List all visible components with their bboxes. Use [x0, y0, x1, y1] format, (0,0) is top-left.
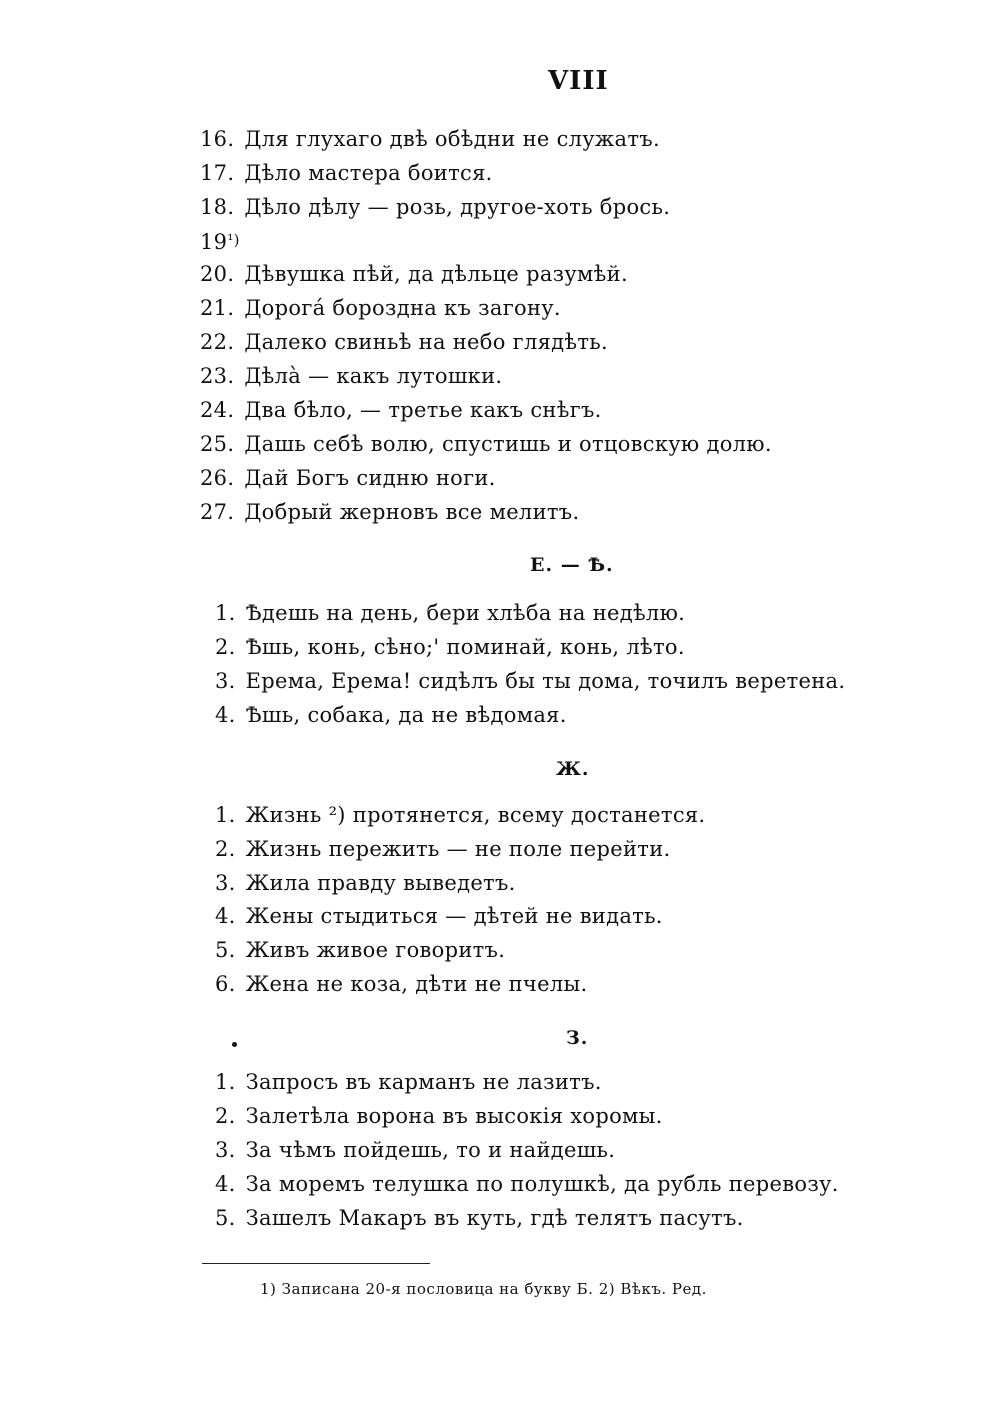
proverb-number: 26. — [200, 466, 235, 490]
proverb-number: 16. — [200, 127, 235, 151]
footnote: 1) Записана 20-я пословица на букву Б. 2) Вѣкъ. Ред. — [260, 1280, 707, 1298]
proverb-number: 21. — [200, 296, 235, 320]
proverb-number: 1. — [215, 803, 236, 827]
proverb-line — [200, 430, 772, 458]
proverb-text: Дѣвушка пѣй, да дѣльце разумѣй. — [244, 262, 628, 286]
proverb-text: Далеко свиньѣ на небо глядѣть. — [244, 330, 608, 354]
proverb-text: Жила правду выведетъ. — [245, 871, 516, 895]
proverb-number: 18. — [200, 195, 235, 219]
proverb-text: Запросъ въ карманъ не лазитъ. — [245, 1070, 602, 1094]
proverb-line — [215, 835, 670, 863]
proverb-line — [215, 869, 516, 897]
proverb-number: 1. — [215, 1070, 236, 1094]
proverb-line — [215, 936, 505, 964]
proverb-line — [215, 801, 705, 829]
proverb-number: 22. — [200, 330, 235, 354]
proverb-text: Дай Богъ сидню ноги. — [244, 466, 496, 490]
proverb-text: Для глухаго двѣ обѣдни не служатъ. — [244, 127, 660, 151]
proverb-number: 3. — [215, 669, 236, 693]
proverb-line — [215, 1170, 839, 1198]
proverb-line — [200, 159, 493, 187]
proverb-line — [215, 1102, 663, 1130]
proverb-line — [215, 599, 685, 627]
proverb-number: 4. — [215, 703, 236, 727]
proverb-number: 4. — [215, 904, 236, 928]
proverb-text: Дѣло мастера боится. — [244, 161, 493, 185]
proverb-number: 2. — [215, 1104, 236, 1128]
proverb-line — [200, 260, 628, 288]
proverb-text: Ерема, Ерема! сидѣлъ бы ты дома, точилъ веретена. — [245, 669, 846, 693]
proverb-number: 5. — [215, 1206, 236, 1230]
proverb-number: 4. — [215, 1172, 236, 1196]
proverb-number: 25. — [200, 432, 235, 456]
proverb-number: 1. — [215, 601, 236, 625]
proverb-text: Жена не коза, дѣти не пчелы. — [245, 972, 588, 996]
stray-dot-mark — [232, 1042, 237, 1047]
proverb-number: 2. — [215, 837, 236, 861]
proverb-line — [215, 1068, 602, 1096]
proverb-text: ¹) — [227, 231, 240, 249]
proverb-text: Жены стыдиться — дѣтей не видать. — [245, 904, 663, 928]
proverb-line — [215, 633, 685, 661]
proverb-text: Два бѣло, — третье какъ снѣгъ. — [244, 398, 602, 422]
proverb-text: Ѣшь, собака, да не вѣдомая. — [245, 703, 567, 727]
proverb-text: Дашь себѣ волю, спустишь и отцовскую долю. — [244, 432, 772, 456]
section-heading-e: Е. — Ѣ. — [530, 554, 614, 576]
proverb-number: 6. — [215, 972, 236, 996]
section-heading-zh: Ж. — [556, 758, 590, 780]
proverb-line — [200, 464, 496, 492]
proverb-text: Добрый жерновъ все мелитъ. — [244, 500, 580, 524]
proverb-line — [215, 701, 567, 729]
proverb-text: Залетѣла ворона въ высокiя хоромы. — [245, 1104, 663, 1128]
proverb-line — [200, 362, 502, 390]
proverb-line — [200, 226, 240, 256]
proverb-line — [215, 902, 663, 930]
footnote-rule — [202, 1263, 430, 1264]
proverb-text: Ѣшь, конь, сѣно;' поминай, конь, лѣто. — [245, 635, 685, 659]
proverb-number: 3. — [215, 1138, 236, 1162]
proverb-line — [200, 498, 579, 526]
proverb-number: 23. — [200, 364, 235, 388]
proverb-line — [200, 396, 602, 424]
proverb-text: Дѣлà — какъ лутошки. — [244, 364, 503, 388]
proverb-number: 27. — [200, 500, 235, 524]
proverb-text: Дѣло дѣлу — розь, другое-хоть брось. — [244, 195, 671, 219]
proverb-number: 2. — [215, 635, 236, 659]
proverb-text: Живъ живое говоритъ. — [245, 938, 506, 962]
proverb-number: 20. — [200, 262, 235, 286]
proverb-text: Жизнь пережить — не поле перейти. — [245, 837, 671, 861]
proverb-number: 17. — [200, 161, 235, 185]
proverb-text: Ѣдешь на день, бери хлѣба на недѣлю. — [245, 601, 686, 625]
proverb-number: 24. — [200, 398, 235, 422]
proverb-text: Жизнь ²) протянется, всему достанется. — [245, 803, 706, 827]
section-heading-z: З. — [566, 1027, 589, 1049]
proverb-text: Дорогá борозднa къ загону. — [244, 296, 561, 320]
proverb-line — [200, 294, 561, 322]
proverb-line — [215, 970, 587, 998]
proverb-line — [215, 667, 845, 695]
page-number: VIII — [548, 66, 609, 96]
proverb-line — [200, 193, 670, 221]
proverb-text: За чѣмъ пойдешь, то и найдешь. — [245, 1138, 616, 1162]
proverb-number: 19 — [200, 230, 228, 254]
proverb-line — [200, 328, 608, 356]
proverb-number: 3. — [215, 871, 236, 895]
proverb-text: Зашелъ Макаръ въ куть, гдѣ телятъ пасутъ. — [245, 1206, 744, 1230]
proverb-line — [215, 1204, 744, 1232]
proverb-line — [215, 1136, 615, 1164]
proverb-text: За моремъ телушка по полушкѣ, да рубль перевозу. — [245, 1172, 839, 1196]
proverb-number: 5. — [215, 938, 236, 962]
proverb-line — [200, 125, 660, 153]
